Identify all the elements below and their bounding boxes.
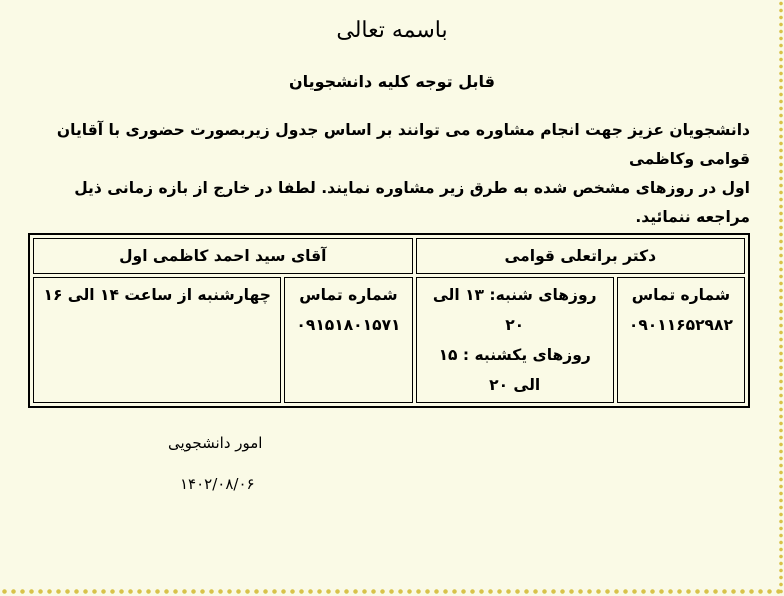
advisor2-name: آقای سید احمد کاظمی اول <box>33 238 413 274</box>
advisor1-phone: ۰۹۰۱۱۶۵۲۹۸۲ <box>628 316 733 334</box>
notice-body-line-1: دانشجویان عزیز جهت انجام مشاوره می توانند بر اساس جدول زیربصورت حضوری با آقایان قوامی وکاظمی <box>56 121 750 168</box>
advisor1-phone-label: شماره تماس <box>631 286 731 304</box>
issue-date: ۱۴۰۲/۰۸/۰۶ <box>180 475 255 493</box>
table-header-row <box>33 238 745 274</box>
notice-body <box>30 116 750 232</box>
advisor2-phone-cell <box>284 277 412 403</box>
advisor2-schedule-cell <box>33 277 281 403</box>
advisor1-phone-cell <box>617 277 745 403</box>
advisor1-schedule-cell <box>416 277 614 403</box>
advisor2-schedule-line-1: چهارشنبه از ساعت ۱۴ الی ۱۶ <box>43 286 271 304</box>
notice-body-line-2: اول در روزهای مشخص شده به طرق زیر مشاوره نمایند. لطفا در خارج از بازه زمانی ذیل مراجعه ننمائید. <box>74 179 750 226</box>
advisor-contact-table <box>28 233 750 408</box>
decorative-border-bottom <box>0 587 784 596</box>
advisor2-phone-label: شماره تماس <box>299 286 398 304</box>
advisor1-name: دکتر براتعلی قوامی <box>416 238 745 274</box>
page-heading: باسمه تعالی <box>336 18 448 43</box>
table-row <box>33 277 745 403</box>
advisor1-schedule-line-1: روزهای شنبه: ۱۳ الی ۲۰ <box>432 286 597 334</box>
issuing-office: امور دانشجویی <box>168 434 263 452</box>
advisor1-schedule-line-2: روزهای یکشنبه : ۱۵ الی ۲۰ <box>438 346 591 394</box>
advisor2-phone: ۰۹۱۵۱۸۰۱۵۷۱ <box>296 316 401 334</box>
page-subheading: قابل توجه کلیه دانشجویان <box>288 72 496 91</box>
